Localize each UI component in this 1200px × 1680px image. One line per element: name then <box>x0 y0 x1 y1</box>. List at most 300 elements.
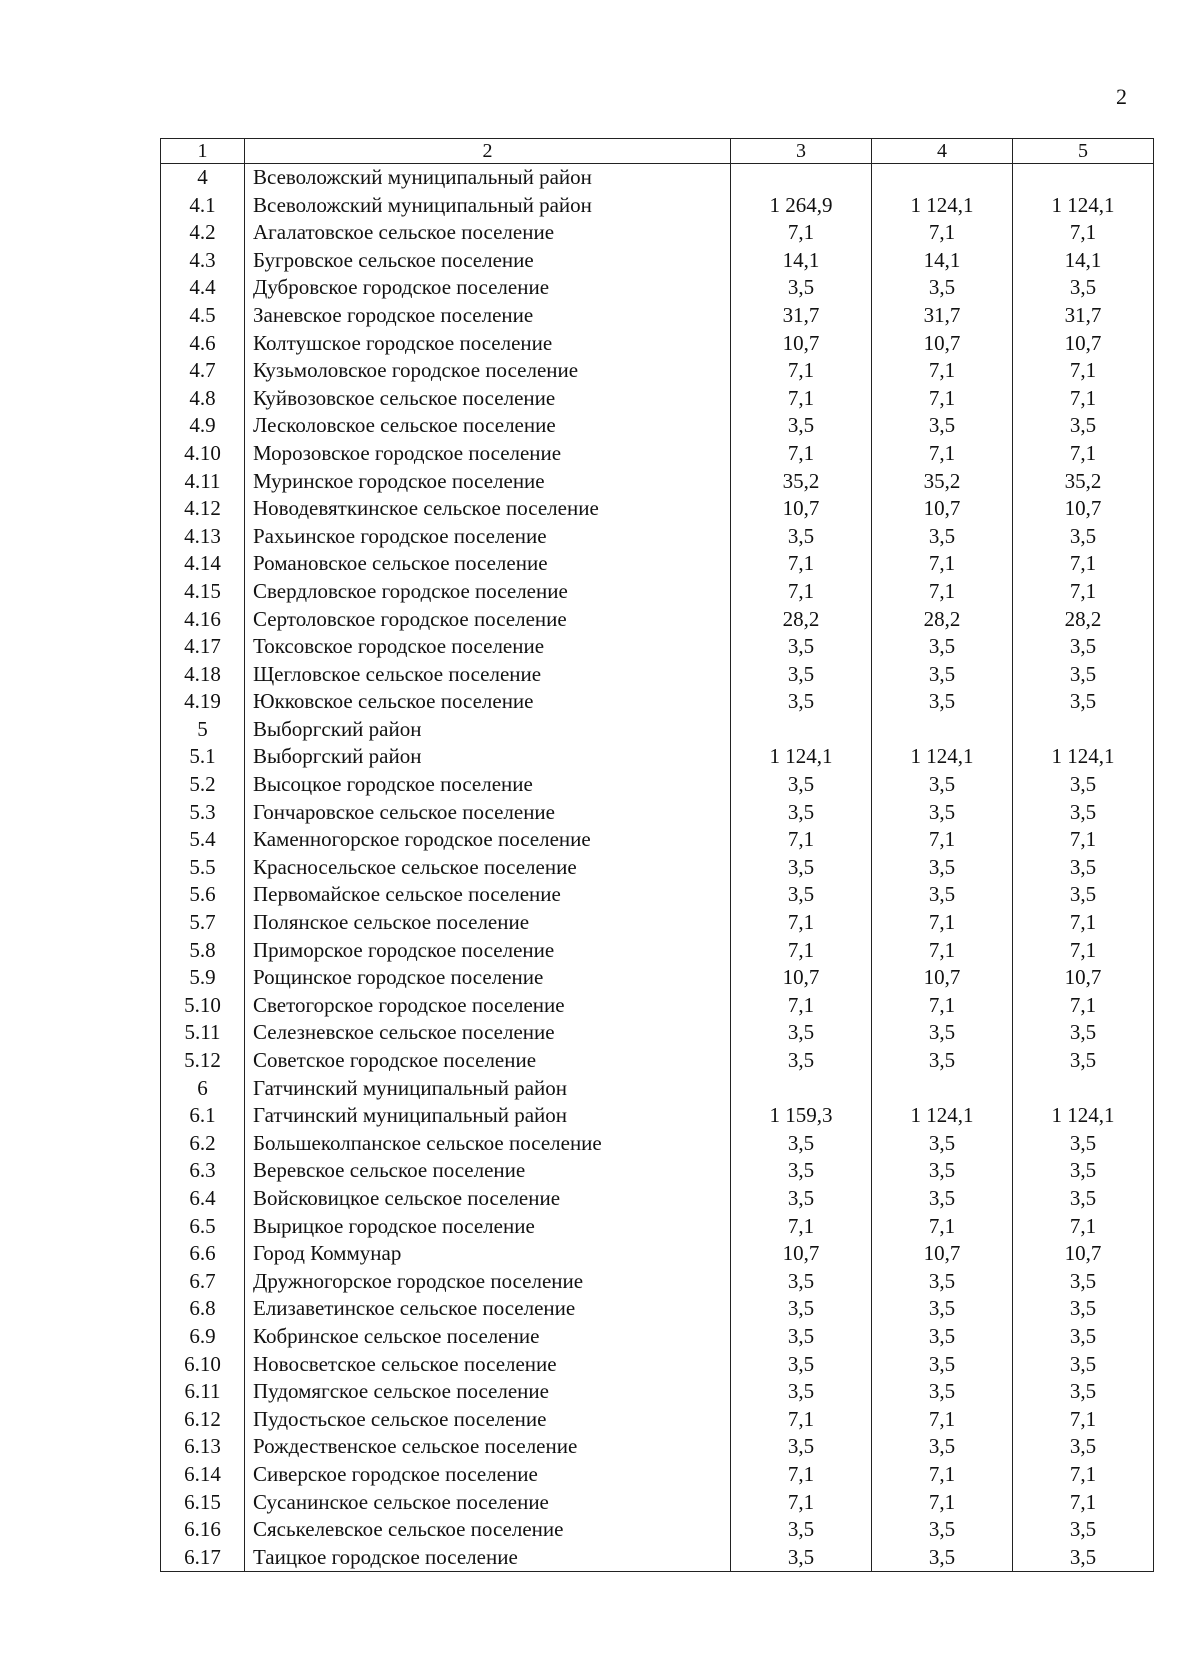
table-row <box>161 1516 1154 1544</box>
table-row <box>161 1351 1154 1379</box>
row-value-col3: 3,5 <box>731 633 872 661</box>
row-value-col3: 10,7 <box>731 964 872 992</box>
row-value-col4: 3,5 <box>872 1378 1013 1406</box>
row-number: 6.9 <box>161 1323 245 1351</box>
row-number: 4.11 <box>161 468 245 496</box>
row-name: Пудомягское сельское поселение <box>245 1378 731 1406</box>
row-value-col4: 3,5 <box>872 688 1013 716</box>
table-row <box>161 1075 1154 1103</box>
row-name: Сиверское городское поселение <box>245 1461 731 1489</box>
header-row <box>161 139 1154 164</box>
row-value-col3: 3,5 <box>731 1130 872 1158</box>
row-value-col4: 10,7 <box>872 1240 1013 1268</box>
row-value-col4: 7,1 <box>872 578 1013 606</box>
row-number: 5.8 <box>161 937 245 965</box>
row-value-col5 <box>1013 1075 1154 1103</box>
row-number: 5.2 <box>161 771 245 799</box>
row-value-col5: 3,5 <box>1013 1295 1154 1323</box>
row-number: 4.1 <box>161 192 245 220</box>
row-number: 6.12 <box>161 1406 245 1434</box>
row-value-col5: 3,5 <box>1013 1130 1154 1158</box>
table-row <box>161 1461 1154 1489</box>
row-number: 4 <box>161 164 245 192</box>
row-value-col4: 3,5 <box>872 523 1013 551</box>
row-value-col3: 7,1 <box>731 219 872 247</box>
table-row <box>161 716 1154 744</box>
row-value-col3: 3,5 <box>731 661 872 689</box>
row-value-col3: 1 159,3 <box>731 1102 872 1130</box>
row-value-col4: 10,7 <box>872 964 1013 992</box>
page-number: 2 <box>1116 84 1127 109</box>
row-name: Вырицкое городское поселение <box>245 1213 731 1241</box>
row-name: Красносельское сельское поселение <box>245 854 731 882</box>
row-value-col4: 31,7 <box>872 302 1013 330</box>
row-number: 4.6 <box>161 330 245 358</box>
row-name: Гатчинский муниципальный район <box>245 1102 731 1130</box>
row-value-col4: 3,5 <box>872 633 1013 661</box>
row-name: Щегловское сельское поселение <box>245 661 731 689</box>
row-value-col5: 14,1 <box>1013 247 1154 275</box>
row-number: 6.5 <box>161 1213 245 1241</box>
row-name: Веревское сельское поселение <box>245 1157 731 1185</box>
row-value-col5 <box>1013 164 1154 192</box>
row-name: Рощинское городское поселение <box>245 964 731 992</box>
row-number: 4.9 <box>161 412 245 440</box>
row-number: 6.6 <box>161 1240 245 1268</box>
row-value-col4: 3,5 <box>872 854 1013 882</box>
row-value-col4: 3,5 <box>872 1295 1013 1323</box>
row-number: 4.5 <box>161 302 245 330</box>
row-name: Кобринское сельское поселение <box>245 1323 731 1351</box>
table-row <box>161 192 1154 220</box>
table-row <box>161 606 1154 634</box>
row-value-col5: 7,1 <box>1013 550 1154 578</box>
row-value-col4: 7,1 <box>872 826 1013 854</box>
row-number: 6 <box>161 1075 245 1103</box>
row-name: Приморское городское поселение <box>245 937 731 965</box>
row-name: Юкковское сельское поселение <box>245 688 731 716</box>
row-number: 5 <box>161 716 245 744</box>
row-name: Город Коммунар <box>245 1240 731 1268</box>
row-value-col4: 7,1 <box>872 357 1013 385</box>
row-value-col5: 7,1 <box>1013 219 1154 247</box>
row-name: Морозовское городское поселение <box>245 440 731 468</box>
table-row <box>161 1240 1154 1268</box>
row-number: 6.16 <box>161 1516 245 1544</box>
row-value-col5: 3,5 <box>1013 274 1154 302</box>
row-name: Всеволожский муниципальный район <box>245 164 731 192</box>
row-name: Светогорское городское поселение <box>245 992 731 1020</box>
row-name: Бугровское сельское поселение <box>245 247 731 275</box>
row-value-col5: 10,7 <box>1013 1240 1154 1268</box>
row-number: 5.9 <box>161 964 245 992</box>
row-value-col5: 3,5 <box>1013 1378 1154 1406</box>
header-col-1: 1 <box>161 139 245 164</box>
table-row <box>161 661 1154 689</box>
row-value-col3: 1 124,1 <box>731 743 872 771</box>
row-value-col3: 10,7 <box>731 1240 872 1268</box>
table-row <box>161 633 1154 661</box>
row-value-col3: 3,5 <box>731 881 872 909</box>
row-value-col3: 3,5 <box>731 1047 872 1075</box>
row-value-col5: 3,5 <box>1013 771 1154 799</box>
row-number: 6.11 <box>161 1378 245 1406</box>
table-row <box>161 1378 1154 1406</box>
row-number: 4.7 <box>161 357 245 385</box>
table-row <box>161 357 1154 385</box>
row-value-col4: 7,1 <box>872 219 1013 247</box>
row-value-col5 <box>1013 716 1154 744</box>
row-value-col5: 7,1 <box>1013 992 1154 1020</box>
row-number: 6.13 <box>161 1433 245 1461</box>
table-row <box>161 1323 1154 1351</box>
table-row <box>161 495 1154 523</box>
row-value-col5: 3,5 <box>1013 1268 1154 1296</box>
row-value-col5: 3,5 <box>1013 1019 1154 1047</box>
row-name: Пудостьское сельское поселение <box>245 1406 731 1434</box>
row-value-col4: 3,5 <box>872 1351 1013 1379</box>
row-name: Сяськелевское сельское поселение <box>245 1516 731 1544</box>
table-row <box>161 330 1154 358</box>
row-value-col3: 7,1 <box>731 1489 872 1517</box>
row-value-col3: 3,5 <box>731 1544 872 1572</box>
row-value-col5: 1 124,1 <box>1013 192 1154 220</box>
row-name: Выборгский район <box>245 743 731 771</box>
row-value-col4: 3,5 <box>872 1130 1013 1158</box>
row-number: 5.5 <box>161 854 245 882</box>
row-name: Лесколовское сельское поселение <box>245 412 731 440</box>
row-name: Новосветское сельское поселение <box>245 1351 731 1379</box>
row-value-col4: 3,5 <box>872 274 1013 302</box>
row-value-col3: 31,7 <box>731 302 872 330</box>
row-name: Свердловское городское поселение <box>245 578 731 606</box>
table-row <box>161 1544 1154 1572</box>
row-number: 4.13 <box>161 523 245 551</box>
row-value-col4: 3,5 <box>872 881 1013 909</box>
row-value-col5: 7,1 <box>1013 826 1154 854</box>
row-name: Войсковицкое сельское поселение <box>245 1185 731 1213</box>
row-value-col3: 3,5 <box>731 771 872 799</box>
row-number: 4.15 <box>161 578 245 606</box>
table-row <box>161 385 1154 413</box>
row-number: 6.15 <box>161 1489 245 1517</box>
row-name: Советское городское поселение <box>245 1047 731 1075</box>
row-value-col3 <box>731 1075 872 1103</box>
row-value-col4 <box>872 164 1013 192</box>
row-number: 4.12 <box>161 495 245 523</box>
row-value-col3: 10,7 <box>731 330 872 358</box>
row-value-col4: 3,5 <box>872 1268 1013 1296</box>
table-row <box>161 412 1154 440</box>
row-value-col4: 7,1 <box>872 550 1013 578</box>
row-name: Сусанинское сельское поселение <box>245 1489 731 1517</box>
row-value-col3: 3,5 <box>731 412 872 440</box>
row-value-col3: 7,1 <box>731 357 872 385</box>
row-value-col5: 3,5 <box>1013 661 1154 689</box>
table-row <box>161 523 1154 551</box>
table-row <box>161 274 1154 302</box>
row-value-col4: 7,1 <box>872 909 1013 937</box>
table-row <box>161 826 1154 854</box>
row-value-col4: 3,5 <box>872 1019 1013 1047</box>
row-name: Муринское городское поселение <box>245 468 731 496</box>
table-row <box>161 468 1154 496</box>
row-name: Гончаровское сельское поселение <box>245 799 731 827</box>
row-value-col3: 7,1 <box>731 992 872 1020</box>
row-value-col5: 3,5 <box>1013 854 1154 882</box>
table-row <box>161 743 1154 771</box>
row-number: 6.7 <box>161 1268 245 1296</box>
row-number: 5.12 <box>161 1047 245 1075</box>
row-value-col5: 3,5 <box>1013 881 1154 909</box>
table-row <box>161 164 1154 192</box>
row-number: 5.10 <box>161 992 245 1020</box>
row-value-col4: 28,2 <box>872 606 1013 634</box>
row-name: Агалатовское сельское поселение <box>245 219 731 247</box>
row-name: Селезневское сельское поселение <box>245 1019 731 1047</box>
row-value-col3: 3,5 <box>731 1295 872 1323</box>
row-value-col4: 3,5 <box>872 771 1013 799</box>
row-name: Сертоловское городское поселение <box>245 606 731 634</box>
row-value-col3: 7,1 <box>731 1213 872 1241</box>
row-name: Высоцкое городское поселение <box>245 771 731 799</box>
row-number: 5.11 <box>161 1019 245 1047</box>
row-name: Первомайское сельское поселение <box>245 881 731 909</box>
table-row <box>161 1157 1154 1185</box>
row-value-col3: 7,1 <box>731 578 872 606</box>
row-value-col5: 3,5 <box>1013 1351 1154 1379</box>
row-value-col4 <box>872 1075 1013 1103</box>
row-value-col5: 7,1 <box>1013 1213 1154 1241</box>
row-value-col5: 3,5 <box>1013 1047 1154 1075</box>
row-value-col3: 3,5 <box>731 1378 872 1406</box>
row-name: Всеволожский муниципальный район <box>245 192 731 220</box>
table-row <box>161 1102 1154 1130</box>
row-value-col5: 3,5 <box>1013 1433 1154 1461</box>
table-row <box>161 1433 1154 1461</box>
row-name: Выборгский район <box>245 716 731 744</box>
row-value-col3: 7,1 <box>731 440 872 468</box>
row-value-col3: 3,5 <box>731 1157 872 1185</box>
row-value-col3: 3,5 <box>731 1516 872 1544</box>
table-header <box>161 139 1154 164</box>
row-value-col4: 7,1 <box>872 1461 1013 1489</box>
row-value-col4: 7,1 <box>872 992 1013 1020</box>
row-value-col4: 35,2 <box>872 468 1013 496</box>
row-value-col4: 3,5 <box>872 1433 1013 1461</box>
row-value-col4: 3,5 <box>872 1544 1013 1572</box>
row-name: Полянское сельское поселение <box>245 909 731 937</box>
row-value-col5: 7,1 <box>1013 357 1154 385</box>
row-value-col4: 1 124,1 <box>872 1102 1013 1130</box>
table-row <box>161 1047 1154 1075</box>
row-value-col5: 7,1 <box>1013 1406 1154 1434</box>
row-name: Гатчинский муниципальный район <box>245 1075 731 1103</box>
row-name: Куйвозовское сельское поселение <box>245 385 731 413</box>
row-value-col4: 3,5 <box>872 661 1013 689</box>
row-value-col5: 31,7 <box>1013 302 1154 330</box>
row-value-col4: 3,5 <box>872 799 1013 827</box>
row-value-col4: 3,5 <box>872 1516 1013 1544</box>
row-name: Колтушское городское поселение <box>245 330 731 358</box>
row-value-col5: 1 124,1 <box>1013 1102 1154 1130</box>
table-body <box>161 164 1154 1572</box>
row-value-col5: 28,2 <box>1013 606 1154 634</box>
row-number: 4.4 <box>161 274 245 302</box>
row-name: Дружногорское городское поселение <box>245 1268 731 1296</box>
table-row <box>161 440 1154 468</box>
row-value-col4: 7,1 <box>872 385 1013 413</box>
table-row <box>161 1406 1154 1434</box>
row-number: 4.19 <box>161 688 245 716</box>
row-value-col3: 3,5 <box>731 1185 872 1213</box>
table-row <box>161 1185 1154 1213</box>
row-number: 6.14 <box>161 1461 245 1489</box>
header-col-5: 5 <box>1013 139 1154 164</box>
table-row <box>161 302 1154 330</box>
row-value-col5: 3,5 <box>1013 799 1154 827</box>
row-value-col5: 3,5 <box>1013 633 1154 661</box>
row-value-col3: 7,1 <box>731 1406 872 1434</box>
row-number: 5.4 <box>161 826 245 854</box>
table-row <box>161 550 1154 578</box>
row-number: 6.4 <box>161 1185 245 1213</box>
row-value-col4: 7,1 <box>872 440 1013 468</box>
table-row <box>161 1489 1154 1517</box>
header-col-2: 2 <box>245 139 731 164</box>
row-number: 6.10 <box>161 1351 245 1379</box>
row-value-col5: 10,7 <box>1013 495 1154 523</box>
row-value-col3: 3,5 <box>731 799 872 827</box>
row-number: 4.2 <box>161 219 245 247</box>
row-value-col3: 1 264,9 <box>731 192 872 220</box>
row-value-col5: 3,5 <box>1013 688 1154 716</box>
row-value-col4: 1 124,1 <box>872 743 1013 771</box>
row-value-col3: 10,7 <box>731 495 872 523</box>
row-number: 6.8 <box>161 1295 245 1323</box>
row-value-col3: 28,2 <box>731 606 872 634</box>
header-col-3: 3 <box>731 139 872 164</box>
row-number: 4.8 <box>161 385 245 413</box>
table-row <box>161 937 1154 965</box>
table-row <box>161 909 1154 937</box>
row-value-col3: 7,1 <box>731 550 872 578</box>
row-name: Елизаветинское сельское поселение <box>245 1295 731 1323</box>
row-number: 5.6 <box>161 881 245 909</box>
table-row <box>161 247 1154 275</box>
table-row <box>161 771 1154 799</box>
budget-table <box>160 138 1154 1572</box>
table-row <box>161 688 1154 716</box>
row-value-col5: 3,5 <box>1013 1185 1154 1213</box>
row-value-col3: 7,1 <box>731 385 872 413</box>
row-name: Каменногорское городское поселение <box>245 826 731 854</box>
row-number: 4.14 <box>161 550 245 578</box>
table-row <box>161 1130 1154 1158</box>
row-name: Кузьмоловское городское поселение <box>245 357 731 385</box>
row-value-col3 <box>731 716 872 744</box>
row-value-col5: 7,1 <box>1013 578 1154 606</box>
row-name: Рождественское сельское поселение <box>245 1433 731 1461</box>
table-row <box>161 881 1154 909</box>
row-value-col3: 3,5 <box>731 274 872 302</box>
row-value-col4: 10,7 <box>872 495 1013 523</box>
row-number: 6.1 <box>161 1102 245 1130</box>
row-value-col4: 1 124,1 <box>872 192 1013 220</box>
row-value-col5: 3,5 <box>1013 1544 1154 1572</box>
row-name: Таицкое городское поселение <box>245 1544 731 1572</box>
row-value-col5: 7,1 <box>1013 909 1154 937</box>
row-value-col5: 7,1 <box>1013 1461 1154 1489</box>
row-number: 5.3 <box>161 799 245 827</box>
row-value-col5: 7,1 <box>1013 385 1154 413</box>
row-value-col4: 7,1 <box>872 1406 1013 1434</box>
row-value-col3: 3,5 <box>731 1433 872 1461</box>
row-value-col3: 3,5 <box>731 1268 872 1296</box>
row-value-col3 <box>731 164 872 192</box>
row-value-col3: 7,1 <box>731 909 872 937</box>
row-value-col3: 3,5 <box>731 1019 872 1047</box>
row-value-col3: 7,1 <box>731 1461 872 1489</box>
table-row <box>161 854 1154 882</box>
row-value-col3: 35,2 <box>731 468 872 496</box>
row-name: Большеколпанское сельское поселение <box>245 1130 731 1158</box>
row-value-col3: 14,1 <box>731 247 872 275</box>
row-value-col5: 3,5 <box>1013 523 1154 551</box>
row-number: 4.18 <box>161 661 245 689</box>
row-value-col5: 7,1 <box>1013 937 1154 965</box>
row-number: 6.3 <box>161 1157 245 1185</box>
row-value-col4: 3,5 <box>872 412 1013 440</box>
row-value-col4: 7,1 <box>872 1489 1013 1517</box>
row-number: 4.17 <box>161 633 245 661</box>
table-row <box>161 1268 1154 1296</box>
table-row <box>161 964 1154 992</box>
row-number: 4.3 <box>161 247 245 275</box>
row-name: Токсовское городское поселение <box>245 633 731 661</box>
row-value-col4: 7,1 <box>872 1213 1013 1241</box>
row-value-col4: 10,7 <box>872 330 1013 358</box>
row-value-col3: 3,5 <box>731 1323 872 1351</box>
row-name: Новодевяткинское сельское поселение <box>245 495 731 523</box>
row-value-col4: 3,5 <box>872 1047 1013 1075</box>
table-row <box>161 1019 1154 1047</box>
table-row <box>161 992 1154 1020</box>
table-row <box>161 1295 1154 1323</box>
row-value-col4: 14,1 <box>872 247 1013 275</box>
row-number: 5.1 <box>161 743 245 771</box>
row-name: Романовское сельское поселение <box>245 550 731 578</box>
row-number: 6.2 <box>161 1130 245 1158</box>
row-value-col4: 3,5 <box>872 1157 1013 1185</box>
row-number: 5.7 <box>161 909 245 937</box>
row-value-col4: 3,5 <box>872 1323 1013 1351</box>
row-value-col3: 3,5 <box>731 688 872 716</box>
row-value-col5: 7,1 <box>1013 1489 1154 1517</box>
header-col-4: 4 <box>872 139 1013 164</box>
row-value-col4: 3,5 <box>872 1185 1013 1213</box>
row-number: 6.17 <box>161 1544 245 1572</box>
row-number: 4.10 <box>161 440 245 468</box>
row-value-col3: 3,5 <box>731 854 872 882</box>
row-value-col5: 35,2 <box>1013 468 1154 496</box>
row-value-col5: 3,5 <box>1013 1516 1154 1544</box>
row-number: 4.16 <box>161 606 245 634</box>
row-value-col5: 1 124,1 <box>1013 743 1154 771</box>
table-row <box>161 1213 1154 1241</box>
table-row <box>161 799 1154 827</box>
row-value-col3: 3,5 <box>731 523 872 551</box>
